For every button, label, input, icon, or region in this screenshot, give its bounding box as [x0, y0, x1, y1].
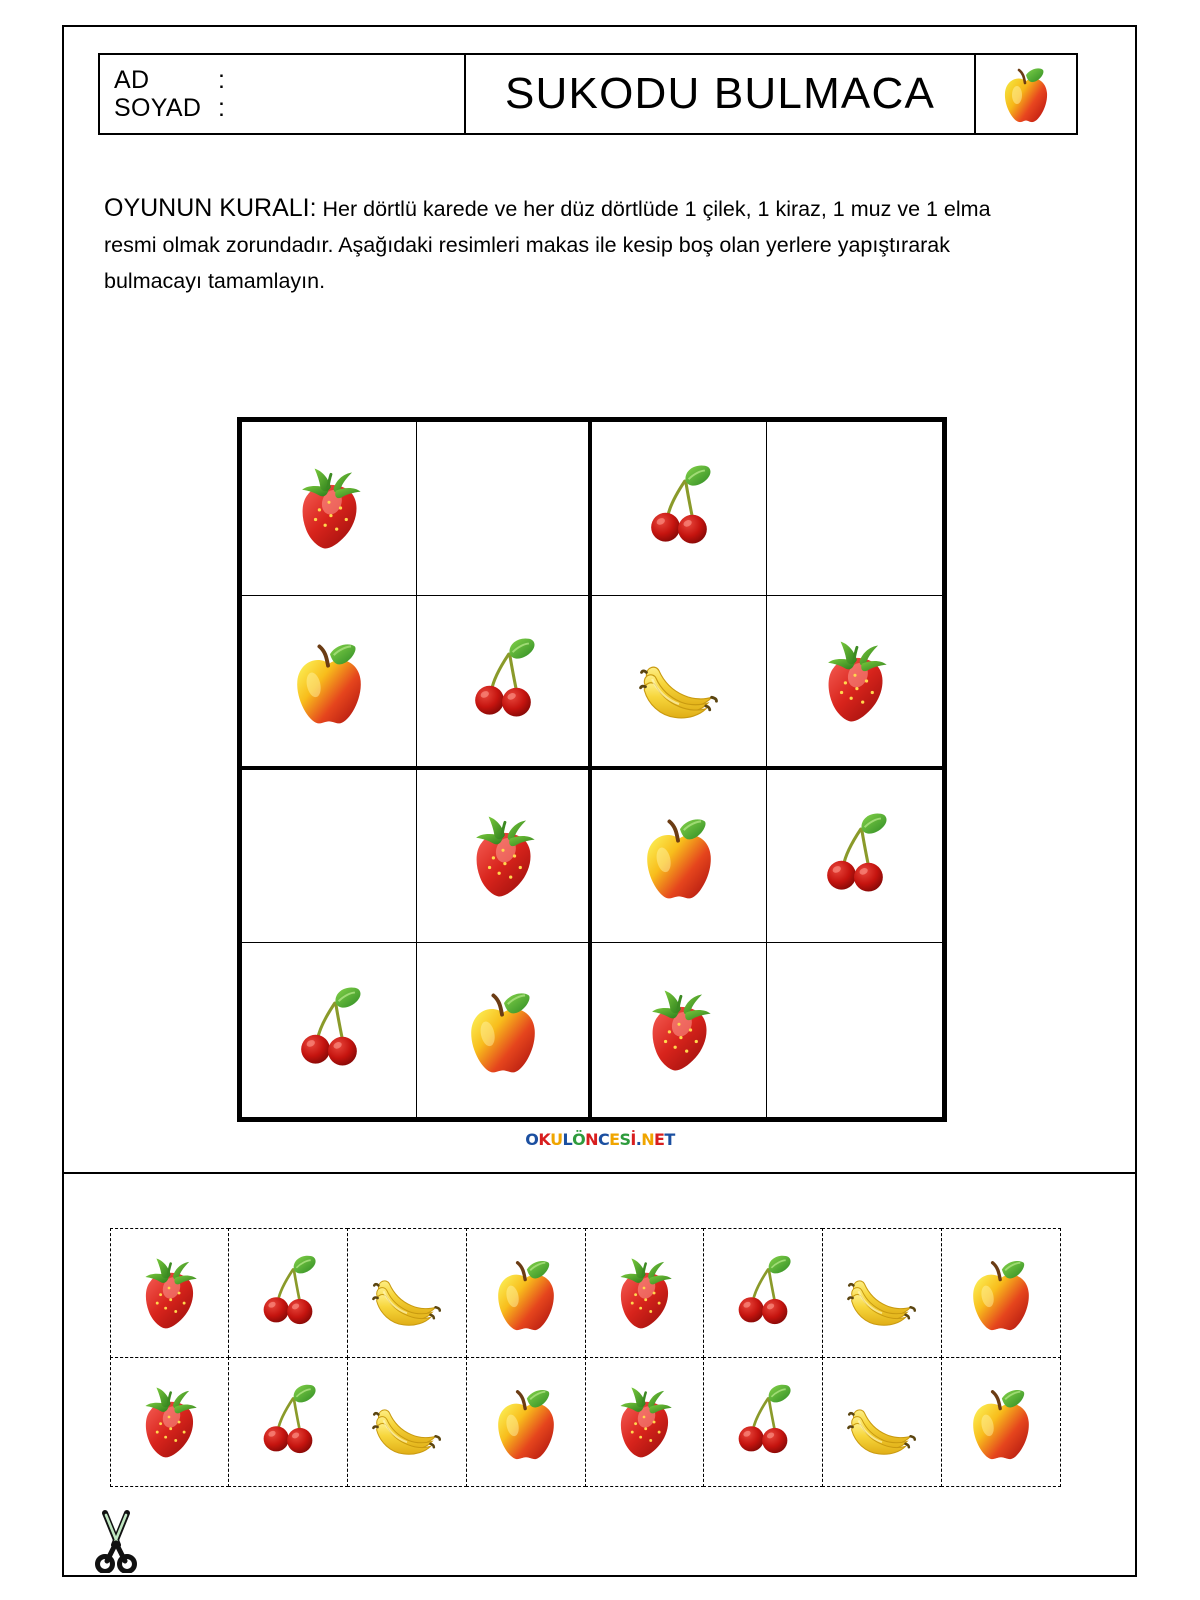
watermark-letter: N: [641, 1130, 655, 1149]
cutout-card-banana[interactable]: [822, 1228, 942, 1358]
apple-icon: [959, 1251, 1043, 1335]
banana-icon: [631, 633, 727, 729]
surname-label: SOYAD: [114, 94, 202, 122]
scissors-icon: [85, 1505, 147, 1573]
cutout-card-strawberry[interactable]: [585, 1357, 705, 1487]
watermark-letter: S: [619, 1130, 631, 1149]
header-box: [98, 53, 1078, 135]
page-title: [466, 55, 976, 133]
cutout-card-banana[interactable]: [347, 1228, 467, 1358]
watermark-letter: .: [635, 1130, 642, 1149]
grid-cell-apple[interactable]: [592, 770, 767, 944]
grid-cell-empty[interactable]: [417, 422, 592, 596]
cutout-card-apple[interactable]: [466, 1357, 586, 1487]
cutout-card-cherry[interactable]: [703, 1357, 823, 1487]
strawberry-icon: [602, 1380, 686, 1464]
grid-cell-empty[interactable]: [767, 422, 942, 596]
apple-icon: [484, 1380, 568, 1464]
banana-icon: [365, 1380, 449, 1464]
cutout-card-banana[interactable]: [822, 1357, 942, 1487]
strawberry-icon: [602, 1251, 686, 1335]
page-title-text: SUKODU BULMACA: [505, 69, 935, 118]
cutout-card-apple[interactable]: [941, 1228, 1061, 1358]
cherry-icon: [455, 633, 551, 729]
banana-icon: [365, 1251, 449, 1335]
strawberry-icon: [127, 1380, 211, 1464]
cutout-card-cherry[interactable]: [703, 1228, 823, 1358]
grid-cell-empty[interactable]: [767, 943, 942, 1117]
grid-cell-strawberry[interactable]: [242, 422, 417, 596]
cut-line-divider: [63, 1172, 1136, 1174]
name-colon: :: [218, 66, 226, 94]
watermark-letter: N: [585, 1130, 598, 1149]
name-label: AD: [114, 66, 150, 94]
student-name-field[interactable]: [100, 55, 466, 133]
sudoku-grid: [237, 417, 947, 1122]
cutout-card-strawberry[interactable]: [110, 1357, 230, 1487]
grid-cell-strawberry[interactable]: [417, 770, 592, 944]
cutout-card-cherry[interactable]: [228, 1357, 348, 1487]
grid-cell-cherry[interactable]: [417, 596, 592, 770]
cutout-card-strawberry[interactable]: [585, 1228, 705, 1358]
strawberry-icon: [281, 460, 377, 556]
grid-cell-banana[interactable]: [592, 596, 767, 770]
grid-cell-cherry[interactable]: [242, 943, 417, 1117]
grid-cell-cherry[interactable]: [767, 770, 942, 944]
banana-icon: [840, 1251, 924, 1335]
strawberry-icon: [807, 633, 903, 729]
watermark-letter: O: [525, 1130, 539, 1149]
apple-icon: [455, 982, 551, 1078]
cutout-card-apple[interactable]: [941, 1357, 1061, 1487]
cutout-card-cherry[interactable]: [228, 1228, 348, 1358]
instructions-heading: OYUNUN KURALI:: [104, 193, 317, 222]
watermark-letter: U: [550, 1130, 563, 1149]
surname-colon: :: [218, 94, 226, 122]
cherry-icon: [246, 1251, 330, 1335]
watermark-letter: E: [654, 1130, 665, 1149]
cherry-icon: [281, 982, 377, 1078]
grid-cell-apple[interactable]: [417, 943, 592, 1117]
grid-cell-strawberry[interactable]: [767, 596, 942, 770]
apple-icon: [959, 1380, 1043, 1464]
cutout-strip: [110, 1228, 1060, 1486]
watermark-letter: İ: [630, 1130, 636, 1149]
watermark-letter: T: [664, 1130, 675, 1149]
cherry-icon: [246, 1380, 330, 1464]
watermark-letter: K: [538, 1130, 551, 1149]
watermark-letter: Ö: [572, 1130, 586, 1149]
cherry-icon: [631, 460, 727, 556]
watermark-letter: L: [562, 1130, 573, 1149]
watermark-letter: C: [597, 1130, 610, 1149]
instructions-body: Her dörtlü karede ve her düz dörtlüde 1 çilek, 1 kiraz, 1 muz ve 1 elma resmi olmak zorundadır. Aşağıdaki resimleri makas ile kesip boş olan yerlere yapıştırarak bulmacayı tamamlayın.: [104, 196, 991, 293]
banana-icon: [840, 1380, 924, 1464]
grid-cell-apple[interactable]: [242, 596, 417, 770]
grid-cell-empty[interactable]: [242, 770, 417, 944]
grid-cell-cherry[interactable]: [592, 422, 767, 596]
watermark-letter: E: [609, 1130, 620, 1149]
cherry-icon: [807, 808, 903, 904]
cutout-card-strawberry[interactable]: [110, 1228, 230, 1358]
grid-cell-strawberry[interactable]: [592, 943, 767, 1117]
cherry-icon: [721, 1380, 805, 1464]
apple-icon: [631, 808, 727, 904]
strawberry-icon: [631, 982, 727, 1078]
apple-icon: [976, 55, 1076, 133]
apple-icon: [484, 1251, 568, 1335]
cutout-card-banana[interactable]: [347, 1357, 467, 1487]
strawberry-icon: [455, 808, 551, 904]
cherry-icon: [721, 1251, 805, 1335]
instructions-paragraph: [104, 190, 1044, 299]
name-row: [114, 66, 464, 94]
apple-icon: [281, 633, 377, 729]
cutout-card-apple[interactable]: [466, 1228, 586, 1358]
strawberry-icon: [127, 1251, 211, 1335]
surname-row: [114, 94, 464, 122]
site-watermark: [0, 1130, 1200, 1149]
